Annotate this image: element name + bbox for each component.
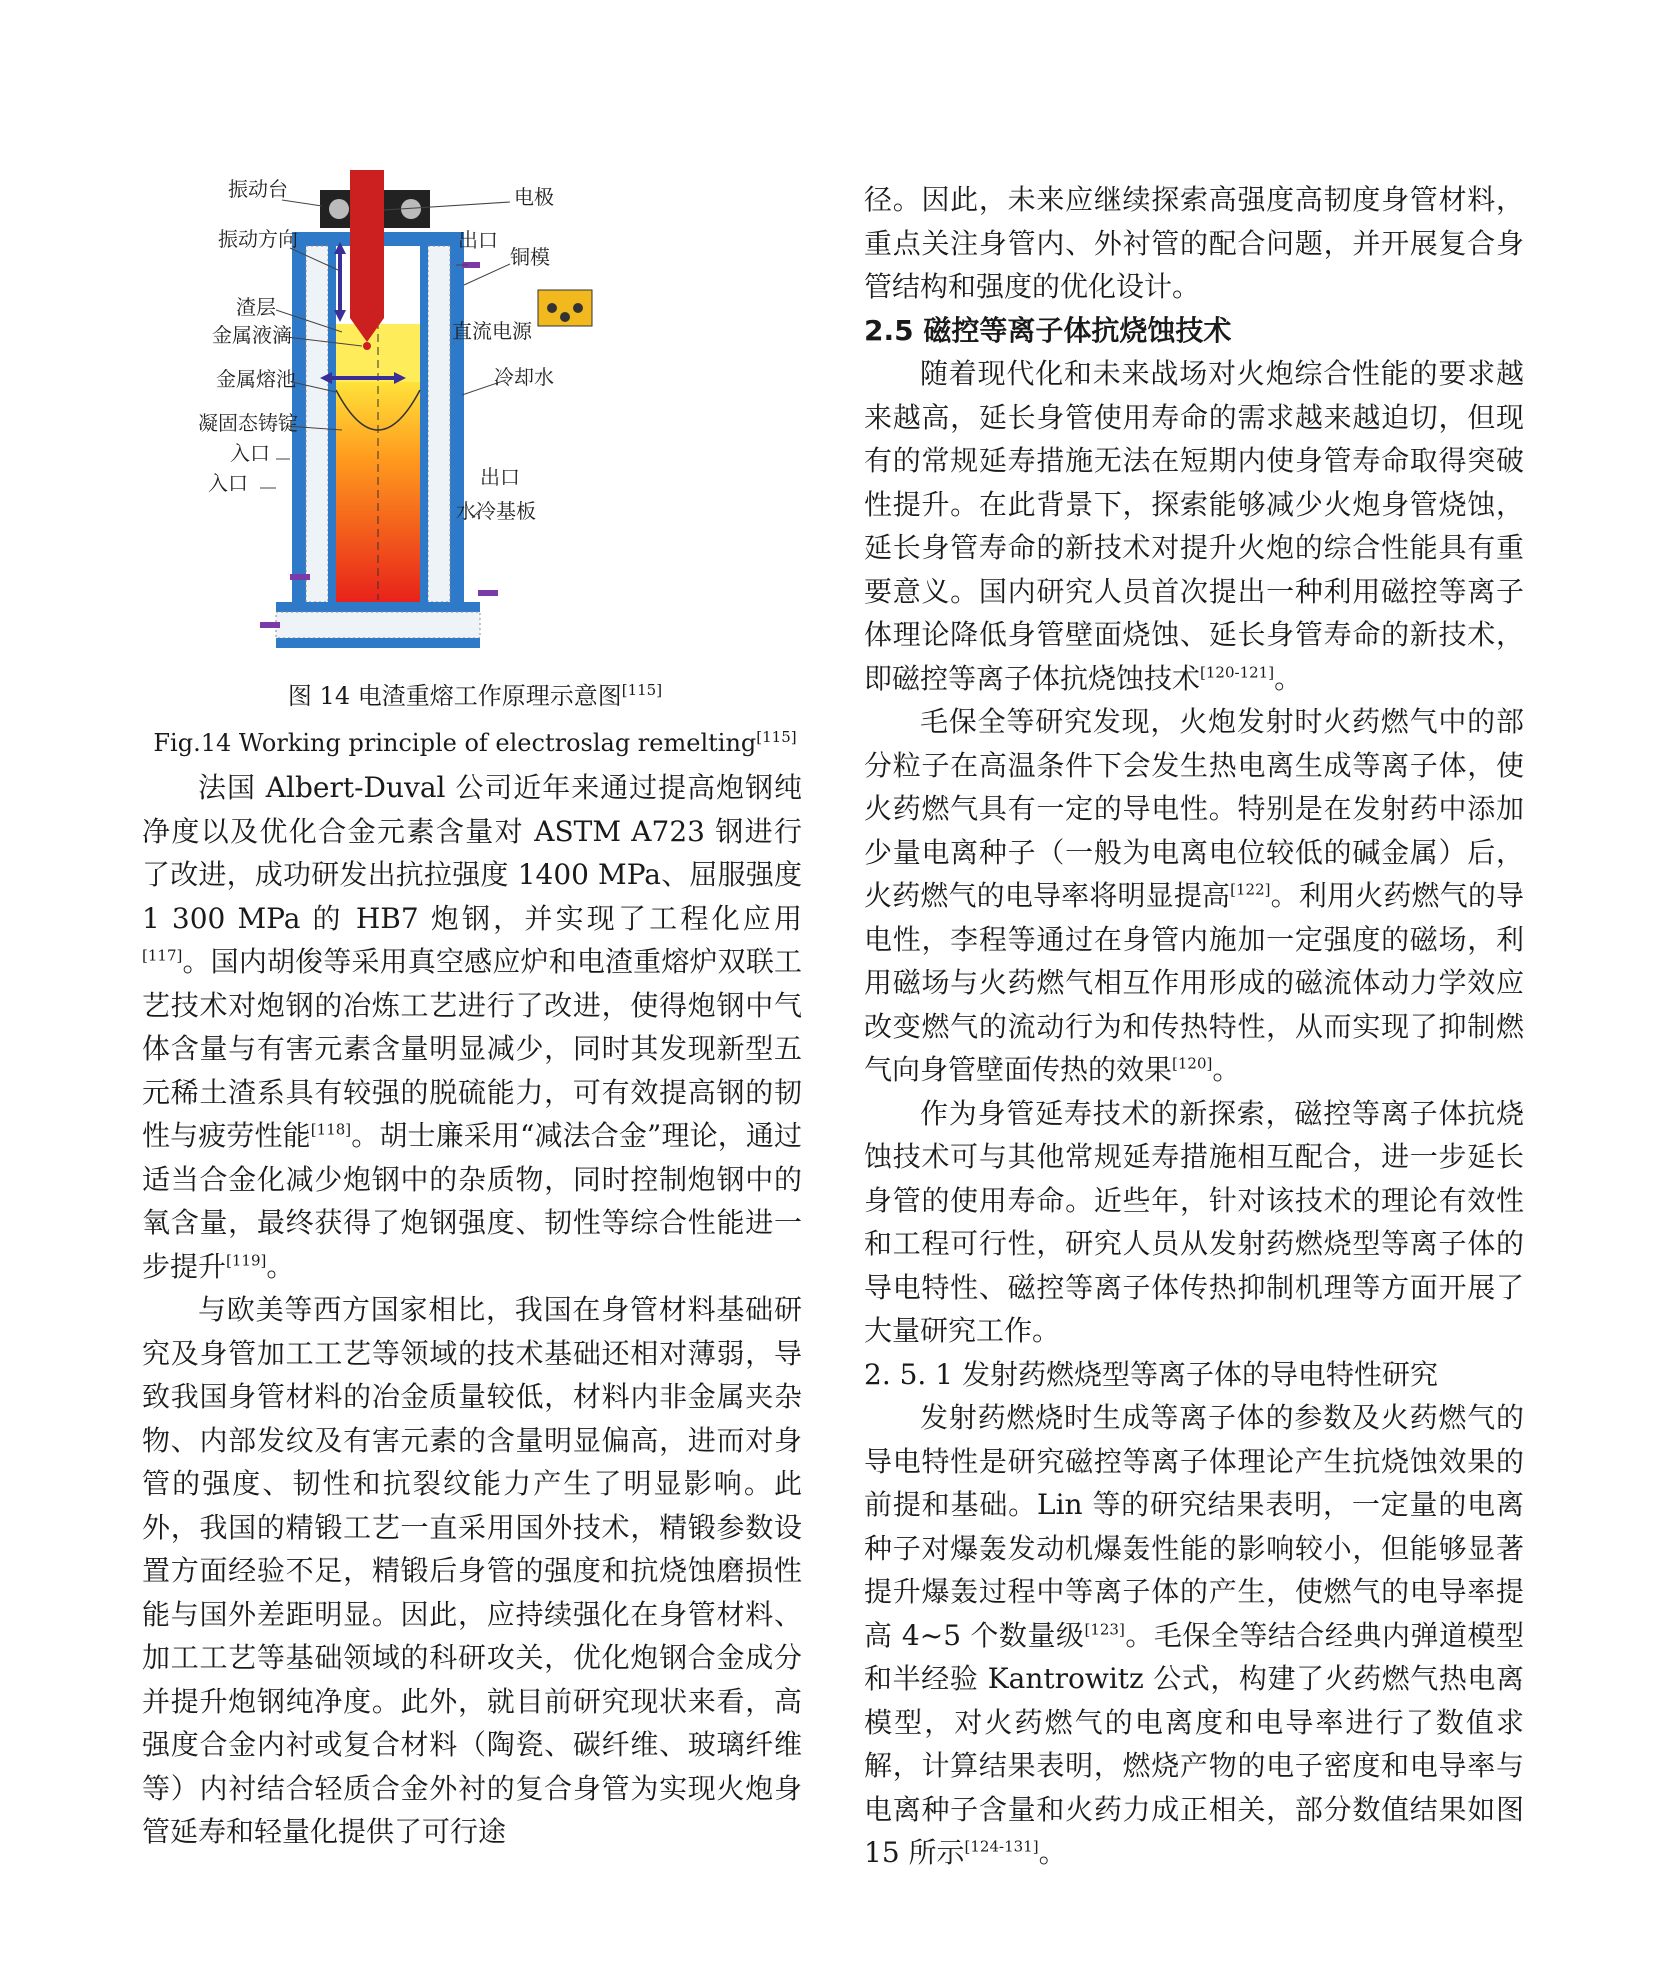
- citation: [122]: [1230, 880, 1271, 899]
- electrode: [350, 170, 384, 318]
- cooling-chamber-right: [428, 246, 450, 602]
- metal-droplet: [363, 342, 371, 350]
- citation: [117]: [142, 946, 183, 965]
- inlet-1-pipe: [290, 574, 310, 580]
- citation: [120]: [1172, 1054, 1213, 1073]
- mould-inner-right: [420, 246, 428, 602]
- power-terminal-2: [560, 312, 570, 322]
- mould-outer-right: [450, 232, 464, 602]
- section-heading-2-5-1: 2. 5. 1 发射药燃烧型等离子体的导电特性研究: [864, 1357, 1438, 1391]
- label-electrode: 电极: [514, 185, 554, 209]
- citation: [123]: [1084, 1620, 1125, 1639]
- label-copper-mould: 铜模: [510, 245, 550, 269]
- figure-caption-english: [150, 727, 800, 759]
- citation: [124-131]: [964, 1837, 1039, 1856]
- paragraph-new-exploration: 作为身管延寿技术的新探索，磁控等离子体抗烧蚀技术可与其他常规延寿措施相互配合，进一步延长身管的使用寿命。近些年，针对该技术的理论有效性和工程可行性，研究人员从发射药燃烧型等离子体的导电特性、磁控等离子体传热抑制机理等方面开展了大量研究工作。: [864, 1096, 1524, 1347]
- citation: [119]: [226, 1251, 267, 1270]
- label-dc-power-supply: 直流电源: [452, 319, 532, 343]
- citation: [118]: [310, 1120, 352, 1139]
- vibration-wheel-left: [329, 199, 349, 219]
- caption-en-ref: [115]: [756, 728, 797, 746]
- caption-cn-text: 图 14 电渣重熔工作原理示意图: [287, 682, 622, 710]
- label-vibration-direction: 振动方向: [218, 227, 298, 251]
- label-cooling-water: 冷却水: [494, 365, 554, 389]
- figure-electroslag-schematic: [198, 170, 722, 675]
- label-slag-layer: 渣层: [236, 295, 276, 319]
- citation: [120-121]: [1200, 663, 1275, 682]
- cooling-chamber-left: [306, 246, 328, 602]
- base-plate-bottom: [276, 638, 480, 648]
- paragraph-continuation: 径。因此，未来应继续探索高强度高韧度身管材料，重点关注身管内、外衬管的配合问题，并开展复合身管结构和强度的优化设计。: [864, 183, 1524, 303]
- paragraph-background: 随着现代化和未来战场对火炮综合性能的要求越来越高，延长身管使用寿命的需求越来越迫切，但现有的常规延寿措施无法在短期内使身管寿命取得突破性提升。在此背景下，探索能够减少火炮身管烧蚀，延长身管寿命的新技术对提升火炮的综合性能具有重要意义。国内研究人员首次提出一种利用磁控等离子体理论降低身管壁面烧蚀、延长身管寿命的新技术，即磁控等离子体抗烧蚀技术[120-121]。: [864, 357, 1524, 695]
- power-terminal-1: [547, 303, 557, 313]
- paragraph-comparison: 与欧美等西方国家相比，我国在身管材料基础研究及身管加工工艺等领域的技术基础还相对薄弱，导致我国身管材料的冶金质量较低，材料内非金属夹杂物、内部发纹及有害元素的含量明显偏高，进而对身管的强度、韧性和抗裂纹能力产生了明显影响。此外，我国的精锻工艺一直采用国外技术，精锻参数设置方面经验不足，精锻后身管的强度和抗烧蚀磨损性能与国外差距明显。因此，应持续强化在身管材料、加工工艺等基础领域的科研攻关，优化炮钢合金成分并提升炮钢纯净度。此外，就目前研究现状来看，高强度合金内衬或复合材料（陶瓷、碳纤维、玻璃纤维等）内衬结合轻质合金外衬的复合身管为实现火炮身管延寿和轻量化提供了可行途: [142, 1293, 802, 1848]
- figure-caption-chinese: [150, 680, 800, 712]
- paragraph-albert-duval: 法国 Albert-Duval 公司近年来通过提高炮钢纯净度以及优化合金元素含量对 ASTM A723 钢进行了改进，成功研发出抗拉强度 1400 MPa、屈服强度 1 300 MPa 的 HB7 炮钢，并实现了工程化应用[117]。国内胡俊等采用真空感应炉和电渣重熔炉双联工艺技术对炮钢的冶炼工艺进行了改进，使得炮钢中气体含量与有害元素含量明显减少，同时其发现新型五元稀土渣系具有较强的脱硫能力，可有效提高钢的韧性与疲劳性能[118]。胡士廉采用“减法合金”理论，通过适当合金化减少炮钢中的杂质物，同时控制炮钢中的氧含量，最终获得了炮钢强度、韧性等综合性能进一步提升[119]。: [142, 771, 802, 1283]
- label-inlet-2: 入口: [208, 471, 248, 495]
- label-solidified-ingot: 凝固态铸锭: [198, 411, 298, 435]
- paragraph-mao-baoquan: 毛保全等研究发现，火炮发射时火药燃气中的部分粒子在高温条件下会发生热电离生成等离子体，使火药燃气具有一定的导电性。特别是在发射药中添加少量电离种子（一般为电离电位较低的碱金属）后，火药燃气的电导率将明显提高[122]。利用火药燃气的导电性，李程等通过在身管内施加一定强度的磁场，利用磁场与火药燃气相互作用形成的磁流体动力学效应改变燃气的流动行为和传热特性，从而实现了抑制燃气向身管壁面传热的效果[120]。: [864, 705, 1524, 1086]
- label-water-cooled-base: 水冷基板: [456, 499, 536, 523]
- paragraph-conductivity: 发射药燃烧时生成等离子体的参数及火药燃气的导电特性是研究磁控等离子体理论产生抗烧蚀效果的前提和基础。Lin 等的研究结果表明，一定量的电离种子对爆轰发动机爆轰性能的影响较小，但能够显著提升爆轰过程中等离子体的产生，使燃气的电导率提高 4~5 个数量级[123]。毛保全等结合经典内弹道模型和半经验 Kantrowitz 公式，构建了火药燃气热电离模型，对火药燃气的电离度和电导率进行了数值求解，计算结果表明，燃烧产物的电子密度和电导率与电离种子含量和火药力成正相关，部分数值结果如图 15 所示[124-131]。: [864, 1401, 1524, 1869]
- label-metal-droplet: 金属液滴: [212, 323, 292, 347]
- label-vibration-table: 振动台: [228, 177, 288, 201]
- label-metal-pool: 金属熔池: [216, 367, 296, 391]
- base-plate-top: [276, 602, 480, 612]
- right-column: [864, 178, 1524, 1875]
- caption-en-text: Fig.14 Working principle of electroslag remelting: [153, 729, 757, 757]
- caption-cn-ref: [115]: [621, 681, 663, 699]
- section-heading-2-5: 2.5 磁控等离子体抗烧蚀技术: [864, 313, 1232, 347]
- water-cooled-base: [276, 612, 480, 638]
- label-inlet-1: 入口: [230, 441, 270, 465]
- inlet-2-pipe: [260, 622, 280, 628]
- label-outlet-top: 出口: [458, 228, 498, 252]
- left-column: [142, 766, 802, 1854]
- power-terminal-3: [573, 303, 583, 313]
- outlet-bottom-pipe: [478, 590, 498, 596]
- label-outlet-bottom: 出口: [480, 465, 520, 489]
- schematic-svg: [198, 170, 722, 675]
- mould-inner-left: [328, 246, 336, 602]
